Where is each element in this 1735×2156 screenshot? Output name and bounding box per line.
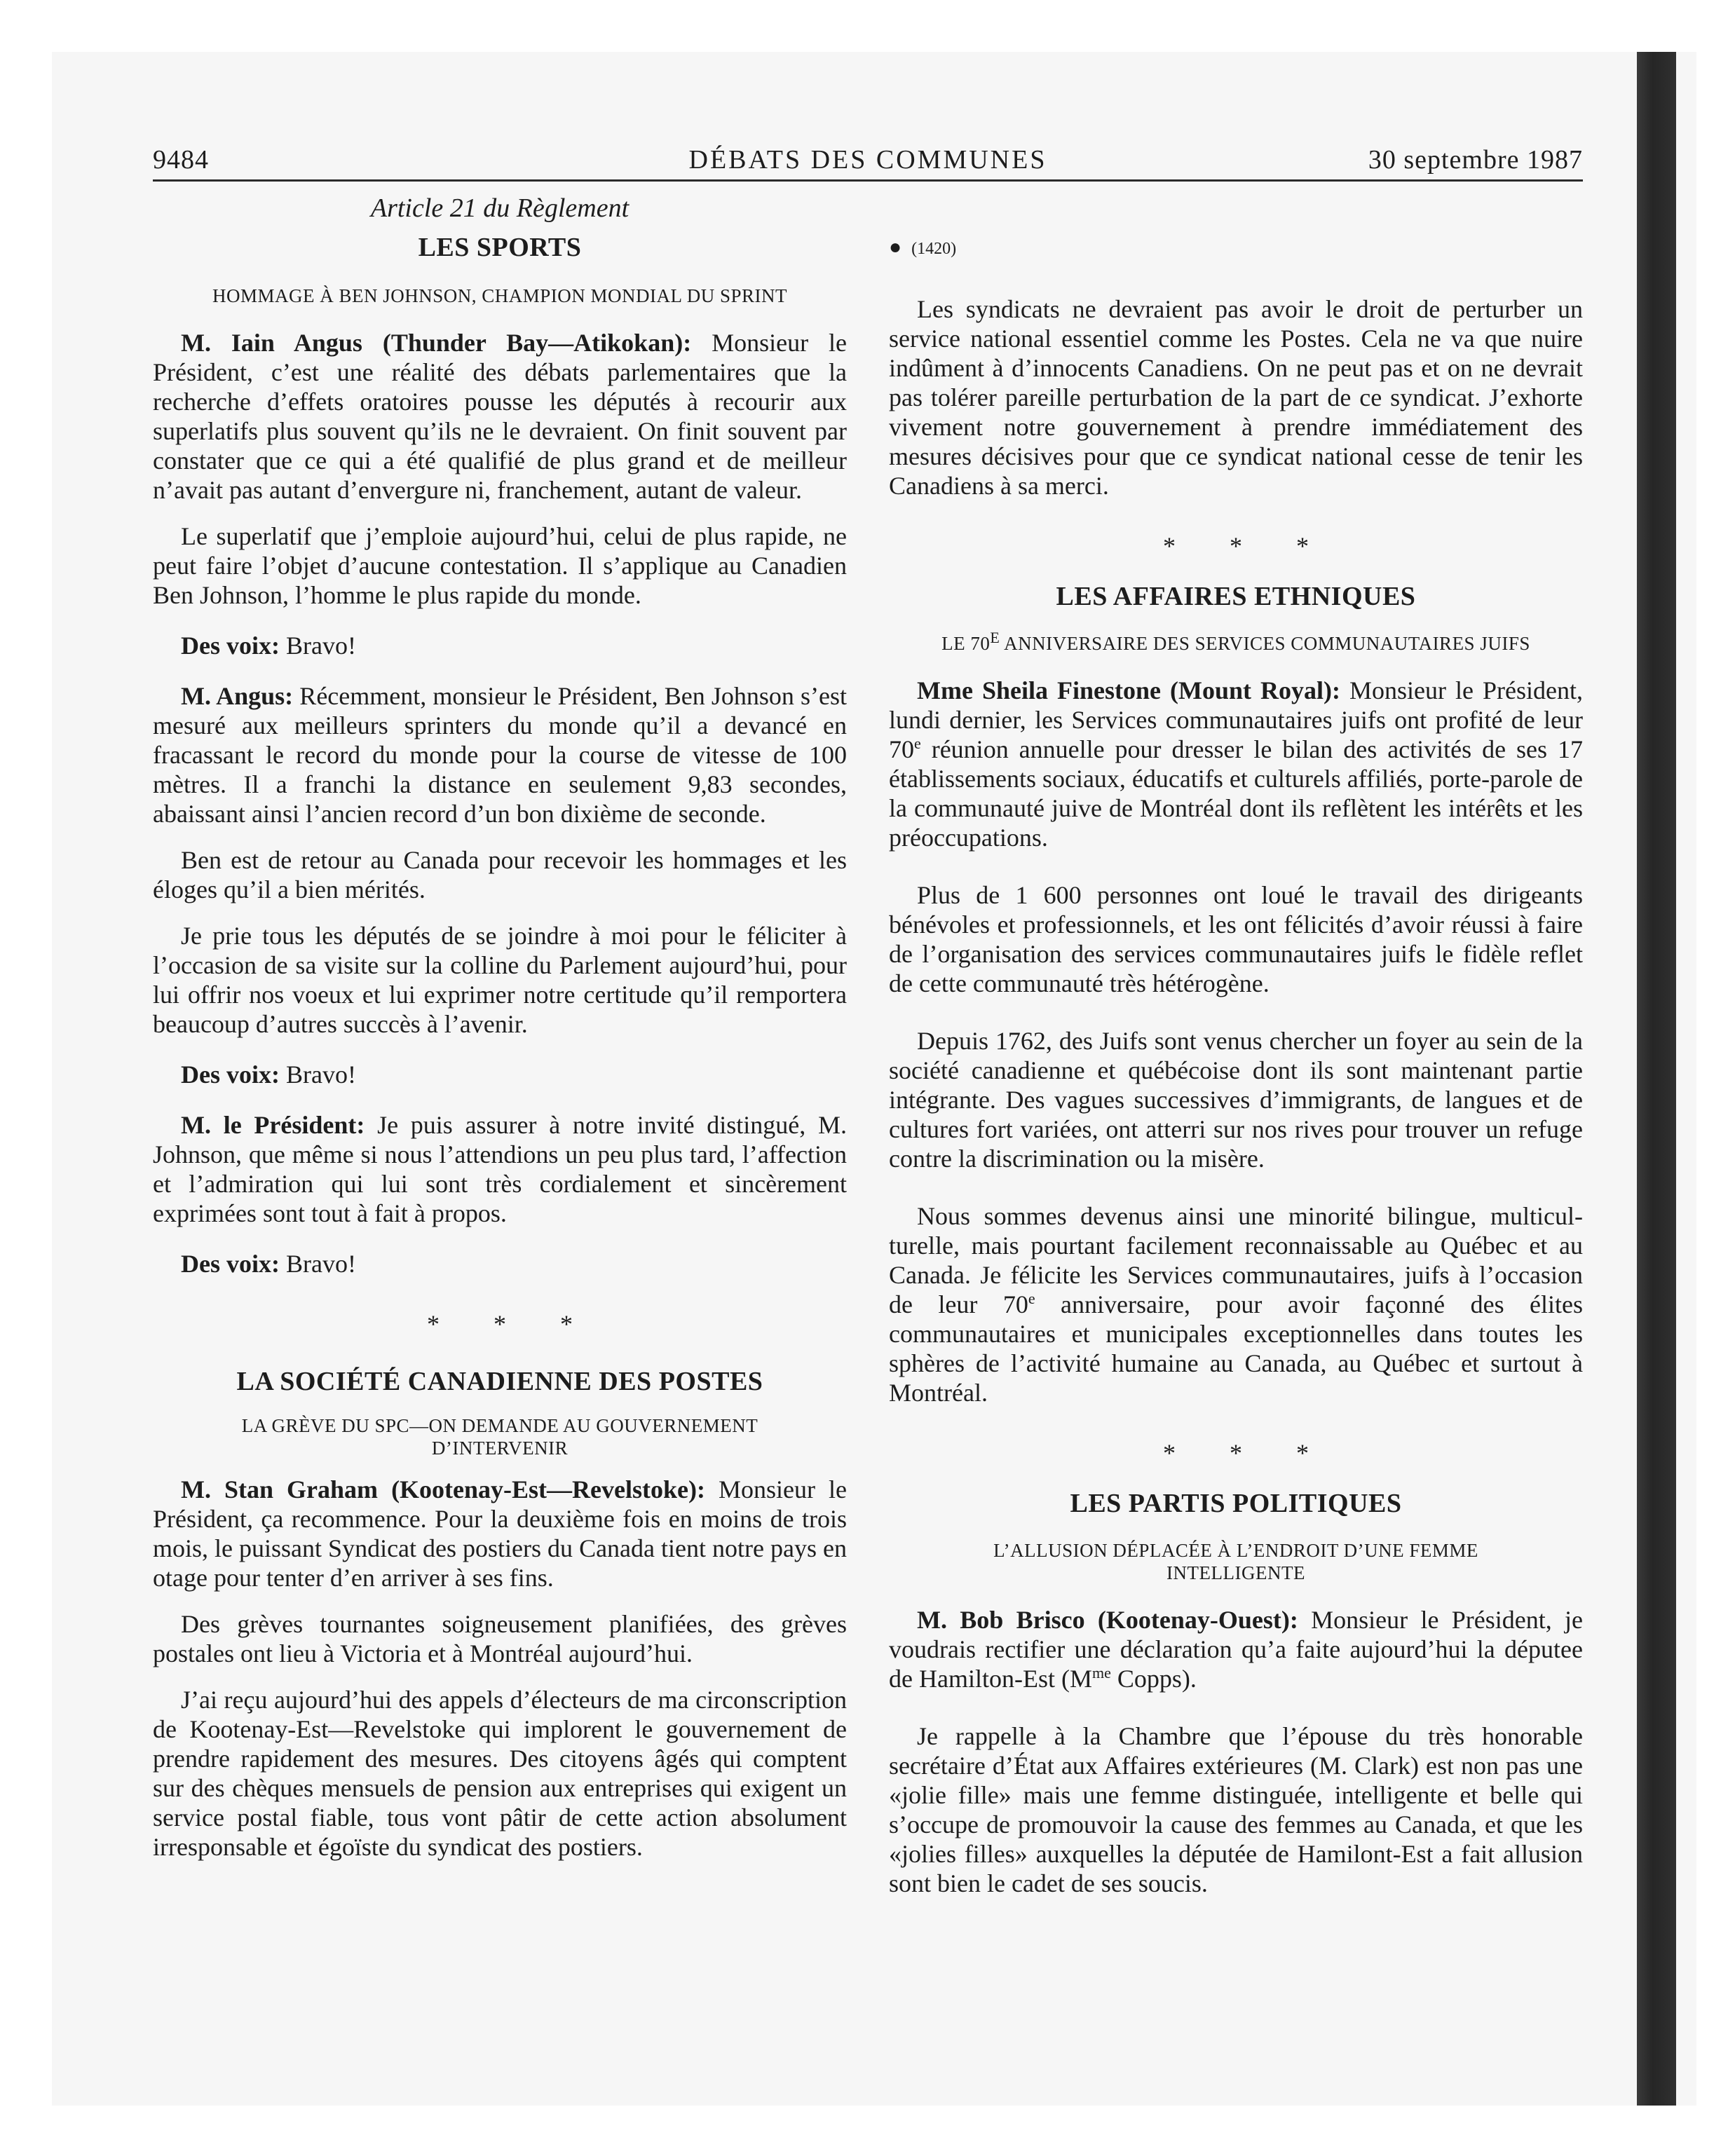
speech-paragraph: Je rappelle à la Chambre que l’épouse du très honorable secrétaire d’État aux Affaires extérieures (M. Clark) est non pas une «jolie fille» mais une femme distinguée, intelligente et belle qui s’occupe de promouvoir la cause des femmes au Canada, et que les «jolies filles» auxquelles la députée de Hamilont-Est a fait allusion sont bien le cadet de ses soucis.: [889, 1722, 1583, 1897]
speech-paragraph: Les syndicats ne devraient pas avoir le droit de perturber un service national essentiel comme les Postes. Cela ne va que nuire indûment à d’innocents Canadiens. On ne peut pas et on ne devrait pas tolérer pareille perturbation de la part de ce syndicat. J’exhorte vivement notre gouvernement à prendre immédiatement des mesures décisives pour que ce syndicat national cesse de tenir les Canadiens à sa merci.: [889, 295, 1583, 500]
interjection: Des voix: Bravo!: [181, 1250, 356, 1278]
speech-paragraph: M. Bob Brisco (Kootenay-Ouest): Monsieur le Président, je voudrais rectifier une déclaration qu’a faite aujourd’hui la députee de Hamilton-Est ($M^{me}$ Copps).: [889, 1606, 1584, 1693]
speaker-name: M. Angus:: [181, 682, 294, 710]
section-heading-partis: LES PARTIS POLITIQUES: [1070, 1489, 1402, 1518]
speaker-name: M. Stan Graham (Kootenay-Est—Revelstoke):: [181, 1475, 705, 1503]
speech-paragraph: Plus de 1 600 personnes ont loué le travail des dirigeants bénévoles et professionnels, et les ont félicités d’avoir réussi à faire de l’organisation des services communautaires juifs le fidèle reflet de cette communauté très hétérogène.: [889, 881, 1583, 997]
time-marker: ● (1420): [889, 236, 957, 259]
interjection: Des voix: Bravo!: [181, 632, 356, 660]
speaker-name: Mme Sheila Finestone (Mount Royal):: [917, 676, 1340, 704]
speaker-name: M. le Président:: [181, 1111, 365, 1139]
right-column: [889, 193, 1583, 1898]
bullet-icon: ●: [889, 236, 902, 259]
speech-paragraph: M. le Président: Je puis assurer à notre invité distingué, M. Johnson, que même si nous l’attendions un peu plus tard, l’affection et l’admiration qui lui sont très cordialement et sincèrement exprimées sont tout à fait à propos.: [153, 1111, 847, 1227]
speech-paragraph: Des grèves tournantes soigneusement planifiées, des grèves postales ont lieu à Victoria et à Montréal aujourd’hui.: [153, 1610, 847, 1667]
section-subheading-partis: L’ALLUSION DÉPLACÉE À L’ENDROIT D’UNE FEMME INTELLIGENTE: [993, 1540, 1478, 1583]
section-heading-postes: LA SOCIÉTÉ CANADIENNE DES POSTES: [236, 1367, 763, 1396]
section-subheading-postes: LA GRÈVE DU SPC—ON DEMANDE AU GOUVERNEMENT D’INTERVENIR: [241, 1415, 758, 1459]
speech-paragraph: M. Angus: Récemment, monsieur le Président, Ben Johnson s’est mesuré aux meilleurs sprinters du monde qu’il a devancé en fracassant le record du monde pour la course de vitesse de 100 mètres. Il a franchi la distance en seulement 9,83 secondes, abaissant ainsi l’ancien record d’un bon dixième de seconde.: [153, 682, 847, 828]
speech-paragraph: J’ai reçu aujourd’hui des appels d’électeurs de ma circonscription de Kootenay-Est—Revelstoke qui implorent le gouvernement de prendre rapidement des mesures. Des citoyens âgés qui comptent sur des chèques mensuels de pension aux entreprises qui exigent un service postal fiable, tous vont pâtir de cette action absolument irresponsable et égoïste du syndicat des postiers.: [153, 1686, 847, 1861]
page-number: 9484: [153, 145, 209, 175]
speech-paragraph: Nous sommes devenus ainsi une minorité bilingue, multiculturelle, mais pourtant facilement reconnaissable au Québec et au Canada. Je félicite les Services communautaires, juifs à l’occasion de leur 70e anniversaire, pour avoir façonné des élites communautaires et municipales exceptionnelles dans toutes les sphères de l’activité humaine au Canada, au Québec et surtout à Montréal.: [889, 1202, 1584, 1407]
speech-paragraph: M. Stan Graham (Kootenay-Est—Revelstoke): Monsieur le Président, ça recommence. Pour la deuxième fois en moins de trois mois, le puissant Syndicat des postiers du Canada tient notre pays en otage pour tenter d’en arriver à ses fins.: [153, 1475, 847, 1592]
section-separator: * * *: [1163, 1439, 1333, 1467]
speech-paragraph: Depuis 1762, des Juifs sont venus chercher un foyer au sein de la société canadienne et québécoise dont ils sont maintenant partie intégrante. Des vagues successives d’immigrants, de langues et de cultures fort variées, ont atterri sur nos rives pour trouver un refuge contre la discrimination ou la misère.: [889, 1027, 1583, 1173]
speaker-name: Des voix:: [181, 1060, 280, 1089]
speaker-name: Des voix:: [181, 632, 280, 660]
speech-paragraph: Mme Sheila Finestone (Mount Royal): Monsieur le Président, lundi dernier, les Services communautaires juifs ont profité de leur 70e réunion annuelle pour dresser le bilan des activités de ses 17 établissements sociaux, éducatifs et culturels affiliés, porte-parole de la communauté juive de Montréal dont ils reflètent les intérêts et les préoccupations.: [889, 676, 1583, 852]
speech-paragraph: Ben est de retour au Canada pour recevoir les hommages et les éloges qu’il a bien mérités.: [153, 846, 847, 903]
rubric: Article 21 du Règlement: [370, 193, 630, 223]
section-subheading-ethniques: LE $70^E$ ANNIVERSAIRE DES SERVICES COMMUNAUTAIRES JUIFS: [941, 629, 1530, 654]
speaker-name: M. Bob Brisco (Kootenay-Ouest):: [917, 1606, 1298, 1634]
section-separator: * * *: [1163, 532, 1333, 560]
speaker-name: M. Iain Angus (Thunder Bay—Atikokan):: [181, 329, 692, 357]
section-heading-ethniques: LES AFFAIRES ETHNIQUES: [1056, 582, 1416, 611]
section-separator: * * *: [427, 1310, 597, 1338]
speech-paragraph: Je prie tous les députés de se joindre à moi pour le féliciter à l’occasion de sa visite sur la colline du Parlement aujourd’hui, pour lui offrir nos voeux et lui exprimer notre certitude qu’il remportera beaucoup d’autres succcès à l’avenir.: [153, 922, 847, 1038]
section-heading-sports: LES SPORTS: [418, 233, 582, 262]
left-column: [153, 193, 847, 1862]
page-date: 30 septembre 1987: [1368, 145, 1583, 175]
speech-paragraph: M. Iain Angus (Thunder Bay—Atikokan): Monsieur le Président, c’est une réalité des débats parlementaires que la recherche d’effets oratoires pousse les députés à recourir aux superlatifs plus souvent qu’ils ne le devraient. On finit souvent par constater que ce qui a été qualifié de plus grand et de meilleur n’avait pas autant d’envergure ni, franchement, autant de valeur.: [153, 329, 847, 504]
publication-title: DÉBATS DES COMMUNES: [688, 145, 1047, 175]
speech-paragraph: Le superlatif que j’emploie aujourd’hui, celui de plus rapide, ne peut faire l’objet d’aucune contestation. Il s’applique au Canadien Ben Johnson, l’homme le plus rapide du monde.: [153, 522, 847, 609]
scan-border: [1637, 52, 1676, 2106]
interjection: Des voix: Bravo!: [181, 1060, 356, 1089]
section-subheading-sports: HOMMAGE À BEN JOHNSON, CHAMPION MONDIAL DU SPRINT: [212, 285, 788, 306]
page-header: [153, 140, 1583, 182]
speaker-name: Des voix:: [181, 1250, 280, 1278]
